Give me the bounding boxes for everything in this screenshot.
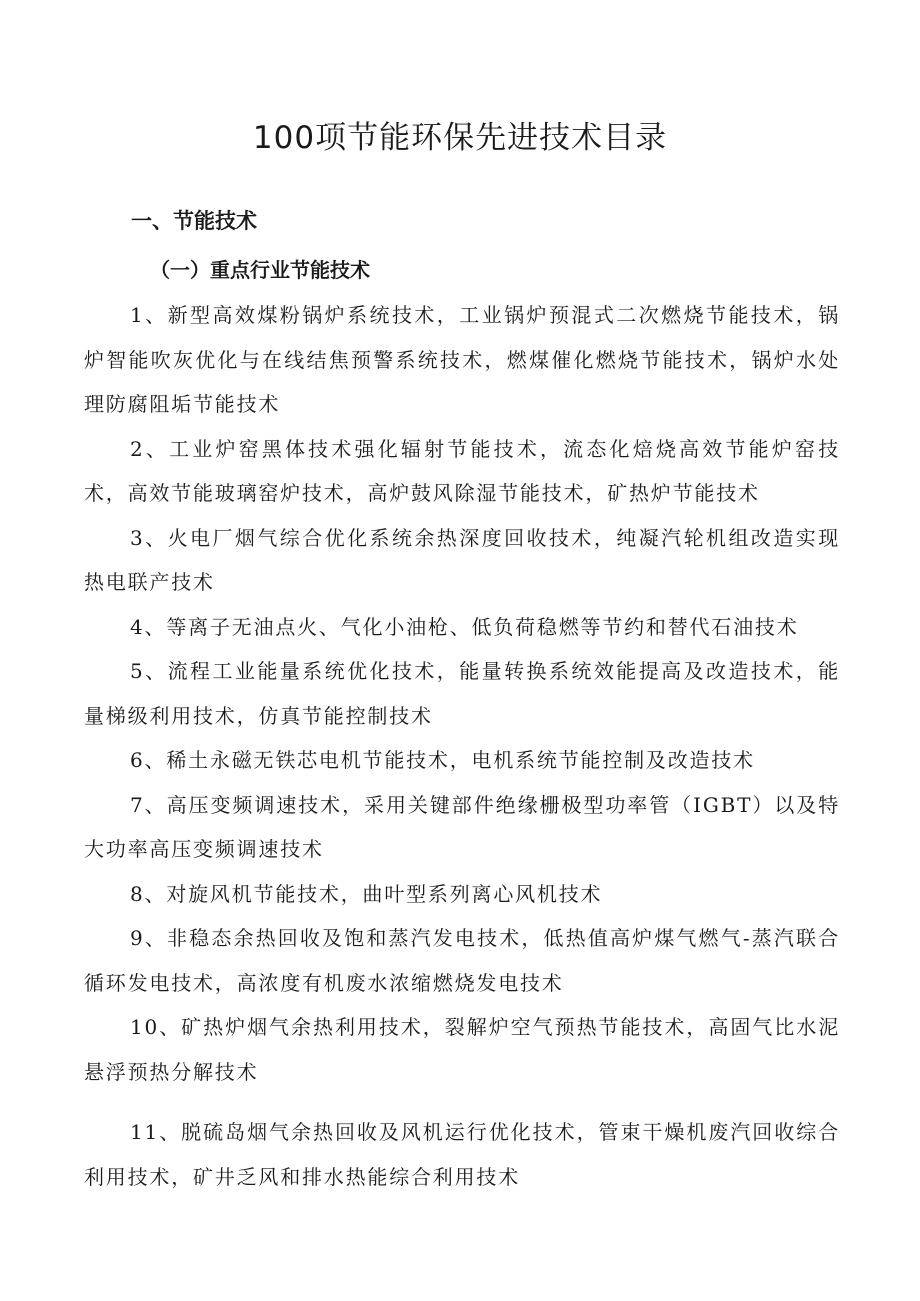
list-item: 2、工业炉窑黑体技术强化辐射节能技术，流态化焙烧高效节能炉窑技术，高效节能玻璃窑炉技术，高炉鼓风除湿节能技术，矿热炉节能技术 — [84, 436, 840, 505]
subsection-heading: （一）重点行业节能技术 — [150, 258, 370, 282]
list-item: 6、稀土永磁无铁芯电机节能技术，电机系统节能控制及改造技术 — [130, 748, 755, 772]
list-item: 8、对旋风机节能技术，曲叶型系列离心风机技术 — [130, 881, 603, 906]
document-title: 100项节能环保先进技术目录 — [252, 120, 668, 156]
list-item: 3、火电厂烟气综合优化系统余热深度回收技术，纯凝汽轮机组改造实现热电联产技术 — [84, 525, 840, 594]
list-item: 1、新型高效煤粉锅炉系统技术，工业锅炉预混式二次燃烧节能技术，锅炉智能吹灰优化与在线结焦预警系统技术，燃煤催化燃烧节能技术，锅炉水处理防腐阻垢节能技术 — [84, 303, 840, 416]
list-item: 11、脱硫岛烟气余热回收及风机运行优化技术，管束干燥机废汽回收综合利用技术，矿井乏风和排水热能综合利用技术 — [84, 1120, 840, 1189]
list-item: 9、非稳态余热回收及饱和蒸汽发电技术，低热值高炉煤气燃气-蒸汽联合循环发电技术，高浓度有机废水浓缩燃烧发电技术 — [84, 926, 840, 995]
list-item: 5、流程工业能量系统优化技术，能量转换系统效能提高及改造技术，能量梯级利用技术，仿真节能控制技术 — [84, 659, 840, 728]
list-item: 4、等离子无油点火、气化小油枪、低负荷稳燃等节约和替代石油技术 — [130, 614, 799, 639]
technology-list — [84, 293, 840, 1199]
section-heading: 一、节能技术 — [131, 209, 257, 233]
list-item: 7、高压变频调速技术，采用关键部件绝缘栅极型功率管（IGBT）以及特大功率高压变频调速技术 — [84, 792, 840, 861]
list-item: 10、矿热炉烟气余热利用技术，裂解炉空气预热节能技术，高固气比水泥悬浮预热分解技术 — [84, 1015, 840, 1084]
